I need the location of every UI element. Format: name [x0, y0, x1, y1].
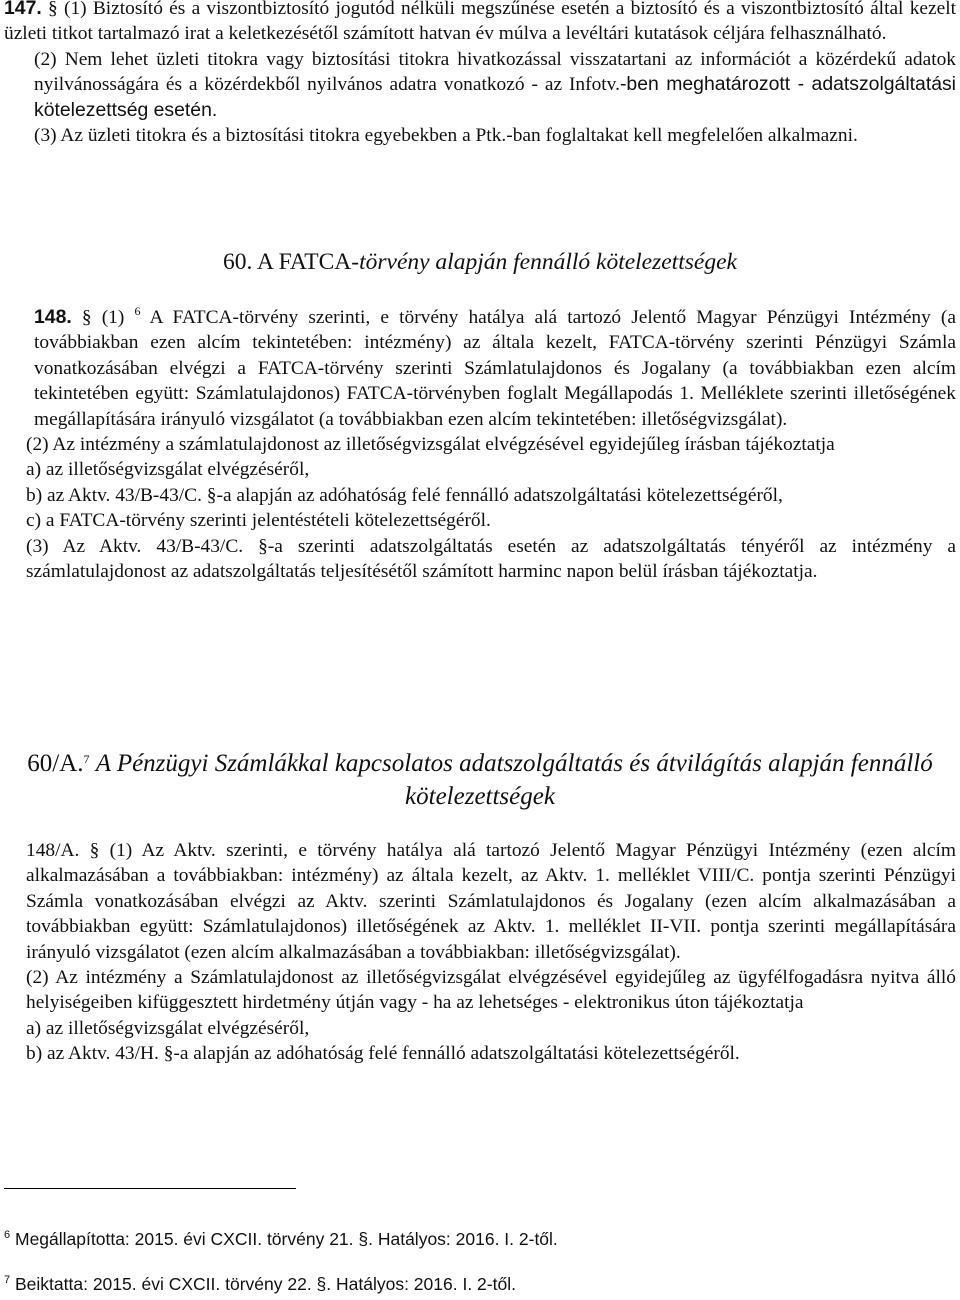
section-147: [4, 0, 956, 148]
heading-title: -törvény alapján fennálló kötelezettségek: [351, 249, 737, 275]
section-number: 148.: [34, 306, 72, 328]
paragraph-text: (1) Biztosító és a viszontbiztosító jogutód nélküli megszűnése esetén a biztosító és a viszontbiztosító által kezelt üzleti titkot tartalmazó irat a keletkezésétől számított hatvan év múlva a levéltári kutatások céljára felhasználható.: [4, 0, 956, 45]
paragraph-text: b) az Aktv. 43/B-43/C.: [26, 484, 202, 506]
paragraph-text: (2) Nem lehet üzleti titokra vagy biztosítási titokra hivatkozással visszatartani az információt a közérdekű adatok nyilvánosságára és a közérdekből nyilvános adatra vonatkozó - az Infotv.: [34, 48, 956, 96]
heading-number: 60. A: [223, 249, 273, 275]
section-147-par-2: [4, 47, 956, 123]
paragraph-text: (1) Az Aktv.: [109, 840, 216, 861]
section-147-par-1: 147. § (1) Biztosító és a viszontbiztosító jogutód nélküli megszűnése esetén a biztosító és a viszontbiztosító által kezelt üzleti titkot tartalmazó irat a keletkezésétől számított hatvan év múlva a levéltári kutatások céljára felhasználható.: [4, 0, 956, 47]
section-148-point-a: a) az illetőségvizsgálat elvégzéséről,: [26, 459, 310, 481]
heading-60a: [4, 747, 956, 813]
paragraph-text: A FATCA-törvény szerinti, e törvény hatálya alá tartozó Jelentő Magyar Pénzügyi Intézmény (a továbbiakban ezen alcím tekintetében: intézmény) az általa kezelt, FATCA-törvény szerinti Pénzügyi Számla vonatkozásában elvégzi a FATCA-törvény szerinti Számlatulajdonos és Jogalany (a továbbiakban ezen alcím tekintetében együtt: Számlatulajdonos) FATCA-törvényben foglalt Megállapodás 1.: [34, 307, 957, 405]
footnote-7: [4, 1273, 516, 1295]
section-148a-point-b: b) az Aktv. 43/H. §-a alapján az adóhatóság felé fennálló adatszolgáltatási kötelezettségéről.: [26, 1043, 740, 1065]
paragraph-text: (1): [101, 307, 125, 328]
paragraph-text: -a szerinti adatszolgáltatás esetén az adatszolgáltatás tényéről az intézmény a számlatulajdonost az adatszolgáltatás teljesítésétől számított harminc napon belül írásban tájékoztatja.: [26, 535, 956, 583]
section-148-par-1: 148. § (1) $^6$ A FATCA-törvény szerinti, e törvény hatálya alá tartozó Jelentő Magyar Pénzügyi Intézmény (a továbbiakban ezen alcím tekintetében: intézmény) az általa kezelt, FATCA-törvény szerinti Pénzügyi Számla vonatkozásában elvégzi a FATCA-törvény szerinti Számlatulajdonos és Jogalany (a továbbiakban ezen alcím tekintetében együtt: Számlatulajdonos) FATCA-törvényben foglalt Megállapodás 1. Melléklete szerinti illetőségének megállapítására irányuló vizsgálatot (a továbbiakban ezen alcím tekintetében: illetőségvizsgálat).: [34, 304, 957, 430]
footnote-ref[interactable]: 7: [83, 752, 90, 766]
section-148a-point-a: a) az illetőségvizsgálat elvégzéséről,: [26, 1017, 310, 1039]
paragraph-text: (3) Az Aktv. 43/B-43/C.: [26, 535, 244, 557]
paragraph-text: -ban foglaltakat kell megfelelően alkalmazni.: [506, 125, 858, 147]
footnote-text: Beiktatta: 2015. évi CXCII. törvény 22. §. Hatályos: 2016. I. 2-től.: [15, 1274, 516, 1294]
footnote-number: 7: [4, 1274, 11, 1286]
section-148: [4, 305, 956, 584]
paragraph-text: -a alapján az adóhatóság felé fennálló adatszolgáltatási kötelezettségéről,: [216, 484, 783, 506]
section-147-par-3: [4, 123, 956, 148]
paragraph-text: -ben meghatározott - adatszolgáltatási kötelezettség esetén.: [34, 73, 956, 121]
footnote-6: [4, 1228, 558, 1250]
heading-60: [4, 247, 956, 277]
footnote-ref[interactable]: 6: [134, 304, 141, 318]
footnote-divider: [4, 1188, 296, 1189]
footnote-text: Megállapította: 2015. évi CXCII. törvény 21. §. Hatályos: 2016. I. 2-től.: [15, 1229, 558, 1249]
heading-fatca: FATCA: [278, 249, 352, 275]
footnote-number: 6: [4, 1229, 11, 1241]
section-148-point-c: c) a FATCA-törvény szerinti jelentéstételi kötelezettségéről.: [26, 510, 491, 532]
section-number: 147.: [4, 0, 42, 19]
section-number: 148/A.: [26, 840, 80, 861]
paragraph-text: b) az Aktv. 43/H.: [26, 1043, 159, 1065]
paragraph-text: (3) Az üzleti titokra és a biztosítási titokra egyebekben a Ptk.: [34, 125, 507, 147]
section-148a-par-1: 148/A. § (1) Az Aktv. szerinti, e törvény hatálya alá tartozó Jelentő Magyar Pénzügyi Intézmény (ezen alcím alkalmazásában a továbbiakban: intézmény) az általa kezelt, az Aktv. 1. melléklet VIII/C. pontja szerinti Pénzügyi Számla vonatkozásában elvégzi az Aktv. szerinti Számlatulajdonos és Jogalany (ezen alcím alkalmazásában a továbbiakban együtt: Számlatulajdonos) illetőségének az Aktv. 1. melléklet II-VII. pontja szerinti megállapítására irányuló vizsgálatot (ezen alcím alkalmazásában a továbbiakban: illetőségvizsgálat).: [26, 840, 956, 963]
section-148-par-2: (2) Az intézmény a számlatulajdonost az illetőségvizsgálat elvégzésével egyidejűleg írásban tájékoztatja: [26, 434, 835, 456]
heading-title: A Pénzügyi Számlákkal kapcsolatos adatszolgáltatás és átvilágítás alapján fennálló kötelezettségek: [95, 750, 933, 810]
paragraph-text: Melléklete szerinti illetőségének megállapítására irányuló vizsgálatot (a továbbiakban ezen alcím tekintetében: illetőségvizsgálat).: [34, 383, 956, 430]
section-148-point-b: b) az Aktv. 43/B-43/C. §-a alapján az adóhatóság felé fennálló adatszolgáltatási kötelezettségéről,: [26, 484, 783, 506]
section-148-par-3: (3) Az Aktv. 43/B-43/C. §-a szerinti adatszolgáltatás esetén az adatszolgáltatás tényéről az intézmény a számlatulajdonost az adatszolgáltatás teljesítésétől számított harminc napon belül írásban tájékoztatja.: [26, 535, 956, 583]
heading-number: 60/A.: [27, 750, 84, 777]
section-148a: [4, 838, 956, 1067]
section-148a-par-2: (2) Az intézmény a Számlatulajdonost az illetőségvizsgálat elvégzésével egyidejűleg az ügyfélfogadásra nyitva álló helyiségeiben kifüggesztett hirdetmény útján vagy - ha az lehetséges - elektronikus úton tájékoztatja: [26, 967, 956, 1014]
paragraph-text: szerinti, e törvény hatálya alá tartozó Jelentő Magyar Pénzügyi Intézmény (ezen alcím alkalmazásában a továbbiakban: intézmény) az általa kezelt, az Aktv. 1. melléklet VIII/C. pontja szerinti Pénzügyi Számla vonatkozásában elvégzi az Aktv. szerinti Számlatulajdonos és Jogalany (ezen alcím alkalmazásában a továbbiakban együtt: Számlatulajdonos) illetőségének az Aktv. 1. melléklet II-VII. pontja szerinti megállapítására irányuló vizsgálatot (ezen alcím alkalmazásában a továbbiakban: illetőségvizsgálat).: [26, 840, 956, 963]
paragraph-text: -a alapján az adóhatóság felé fennálló adatszolgáltatási kötelezettségéről.: [173, 1043, 740, 1065]
